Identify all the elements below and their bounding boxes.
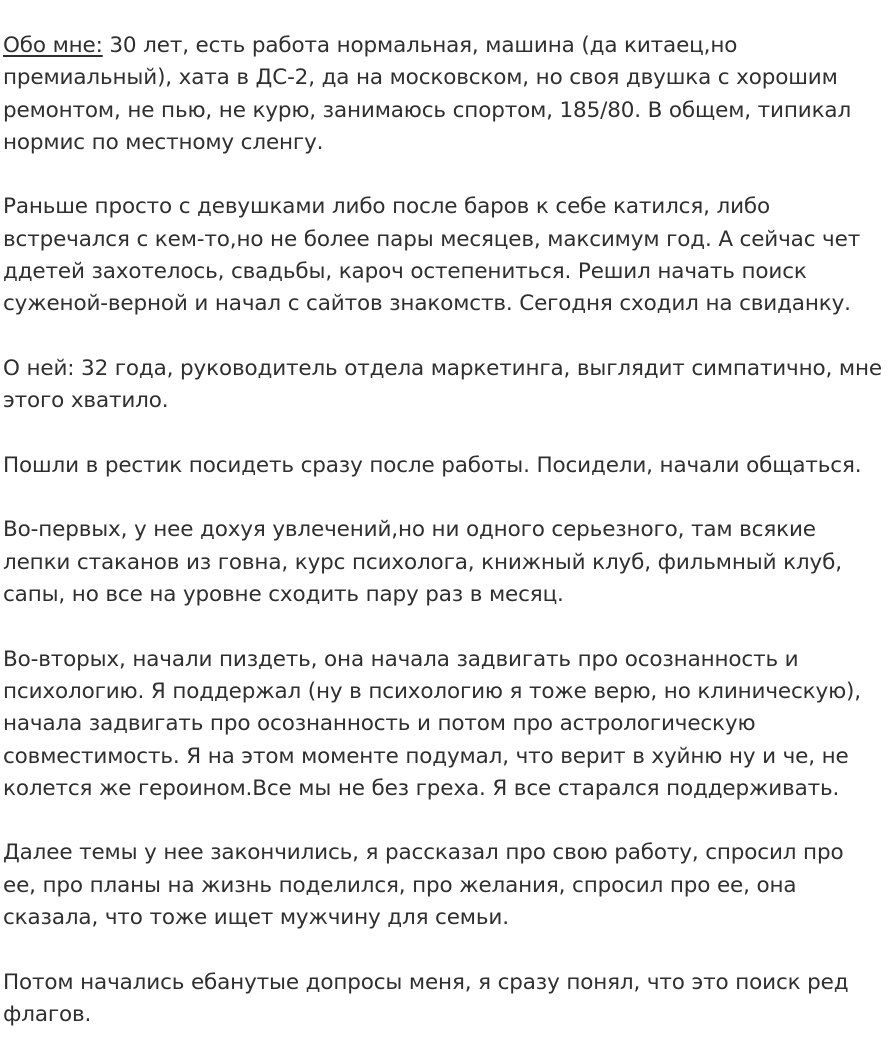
text-line: сапы, но все на уровне сходить пару раз в месяц. xyxy=(3,582,564,608)
text-line: сказала, что тоже ищет мужчину для семьи. xyxy=(3,905,509,931)
text-line: Пошли в рестик посидеть сразу после работы. Посидели, начали общаться. xyxy=(3,452,862,478)
text-line: Во-вторых, начали пиздеть, она начала задвигать про осознанность и xyxy=(3,646,799,672)
text-line: ддетей захотелось, свадьбы, кароч остепениться. Решил начать поиск xyxy=(3,259,807,285)
text-line: ремонтом, не пью, не курю, занимаюсь спортом, 185/80. В общем, типикал xyxy=(3,97,852,123)
paragraph-then xyxy=(3,967,888,1032)
text-line: начала задвигать про осознанность и потом про астрологическую xyxy=(3,711,756,737)
about-me-label: Обо мне: xyxy=(3,33,103,58)
paragraph-before xyxy=(3,191,888,320)
text-line: нормис по местному сленгу. xyxy=(3,129,324,155)
text-line: этого хватило. xyxy=(3,388,169,414)
paragraph-about-me xyxy=(3,30,888,159)
text-line: встречался с кем-то,но не более пары месяцев, максимум год. А сейчас чет xyxy=(3,226,861,252)
text-line: Далее темы у нее закончились, я рассказал про свою работу, спросил про xyxy=(3,840,844,866)
text-line: колется же героином.Все мы не без греха. Я все старался поддерживать. xyxy=(3,775,840,801)
paragraph-second xyxy=(3,644,888,805)
paragraph-first xyxy=(3,514,888,611)
text-line: О ней: 32 года, руководитель отдела маркетинга, выглядит симпатично, мне xyxy=(3,355,882,381)
text-line: суженой-верной и начал с сайтов знакомств. Сегодня сходил на свиданку. xyxy=(3,291,851,317)
text-line: Потом начались ебанутые допросы меня, я сразу понял, что это поиск ред xyxy=(3,969,849,995)
text-line: психологию. Я поддержал (ну в психологию я тоже верю, но клиническую), xyxy=(3,678,861,704)
paragraph-restaurant xyxy=(3,450,888,482)
text-line: Во-первых, у нее дохуя увлечений,но ни одного серьезного, там всякие xyxy=(3,517,816,543)
text-line: совместимость. Я на этом моменте подумал, что верит в хуйню ну и че, не xyxy=(3,743,849,769)
post-text xyxy=(3,30,888,1064)
text-line: лепки стаканов из говна, курс психолога, книжный клуб, фильмный клуб, xyxy=(3,549,842,575)
text-line: премиальный), хата в ДС-2, да на московском, но своя двушка с хорошим xyxy=(3,65,838,91)
text-line: Раньше просто с девушками либо после баров к себе катился, либо xyxy=(3,194,771,220)
text-line-content: 30 лет, есть работа нормальная, машина (да китаец,но xyxy=(102,33,738,58)
paragraph-about-her xyxy=(3,353,888,418)
text-line: ее, про планы на жизнь поделился, про желания, спросил про ее, она xyxy=(3,872,797,898)
paragraph-further xyxy=(3,837,888,934)
text-line xyxy=(3,30,888,62)
text-line: флагов. xyxy=(3,1001,92,1027)
